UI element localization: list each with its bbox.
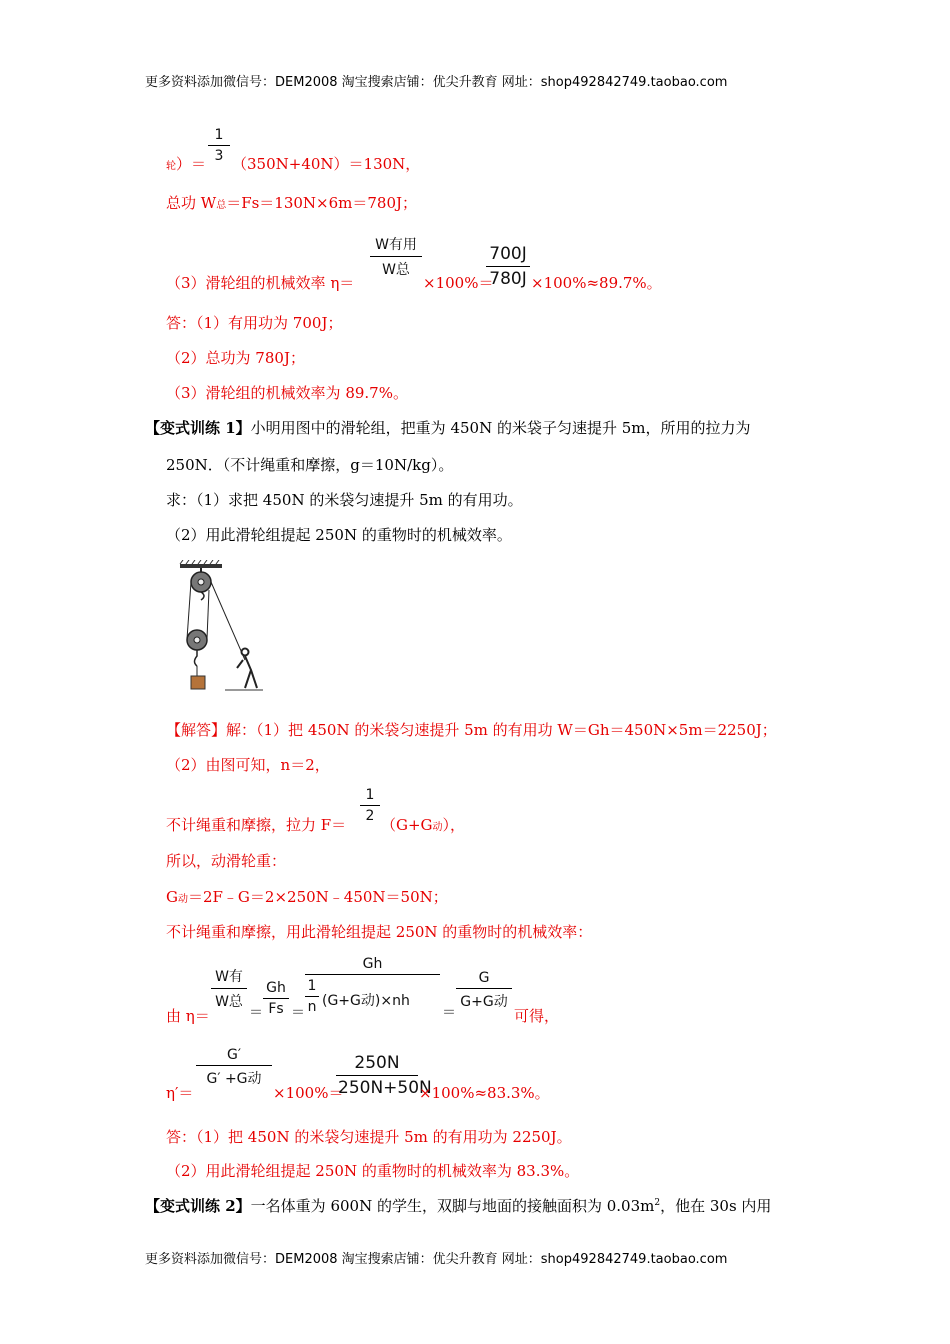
fraction-bar — [305, 974, 440, 975]
fraction-gh-expanded-den: (G+G动)×nh — [322, 993, 410, 1009]
s1-line1-rest: （350N+40N）＝130N， — [232, 155, 421, 173]
v1-solution-line1: 【解答】解：（1）把 450N 的米袋匀速提升 5m 的有用功 W＝Gh＝450N×5m＝2250J； — [166, 721, 777, 739]
fraction-useful-total: W有 W总 — [211, 966, 247, 1011]
fraction-250-300: $\frac{250N}{250N+50N}$ — [338, 1053, 432, 1098]
s1-line3: （3）滑轮组的机械效率 η＝ — [166, 274, 355, 292]
s1-answer-3: （3）滑轮组的机械效率为 89.7%。 — [166, 384, 408, 402]
s1-answer-1: 答：（1）有用功为 700J； — [166, 314, 343, 332]
equals-sign: ＝ — [442, 1005, 456, 1021]
page-header: 更多资料添加微信号：DEM2008 淘宝搜索店铺：优尖升教育 网址：shop492842749.taobao.com — [145, 75, 728, 90]
v1-solution-line7-end: 可得， — [514, 1007, 560, 1025]
v1-answer-2: （2）用此滑轮组提起 250N 的重物时的机械效率为 83.3%。 — [166, 1162, 580, 1180]
s1-line3-end: ×100%≈89.7%。 — [531, 274, 662, 292]
s1-fraction-700-780: $\frac{700J}{780J}$ — [486, 244, 530, 289]
v1-question-line4: （2）用此滑轮组提起 250N 的重物时的机械效率。 — [166, 526, 512, 544]
v2-question-line1: 【变式训练 2】一名体重为 600N 的学生，双脚与地面的接触面积为 $0.03m^2$，他在 30s 内用 — [145, 1197, 772, 1215]
s1-fraction-1-3: $\frac{1}{3}$ — [208, 127, 230, 164]
v1-solution-line8: η′＝ — [166, 1084, 194, 1102]
s1-line3-mid: ×100%＝ — [423, 274, 494, 292]
fraction-g-over-g-plus-gd: G G+G动 — [456, 970, 512, 1011]
equals-sign: ＝ — [249, 1005, 263, 1021]
v1-solution-line3: 不计绳重和摩擦，拉力 F＝ — [166, 816, 347, 834]
s1-fraction-useful-total: W有用 W总 — [370, 234, 422, 279]
v1-solution-line8-mid: ×100%＝ — [273, 1084, 344, 1102]
s1-line1: 轮）＝ — [166, 155, 207, 173]
v1-solution-line6: 不计绳重和摩擦，用此滑轮组提起 250N 的重物时的机械效率： — [166, 923, 593, 941]
fraction-gh-fs: $\frac{Gh}{Fs}$ — [263, 980, 289, 1017]
v1-solution-line2: （2）由图可知，n＝2， — [166, 756, 330, 774]
v1-question-line1: 【变式训练 1】小明用图中的滑轮组，把重为 450N 的米袋子匀速提升 5m，所用的拉力为 — [145, 419, 751, 437]
fraction-gh-expanded-num: Gh — [362, 956, 383, 972]
fraction-gprime: G′ G′ +G动 — [196, 1047, 272, 1088]
s1-answer-2: （2）总功为 780J； — [166, 349, 305, 367]
v1-question-line3: 求：（1）求把 450N 的米袋匀速提升 5m 的有用功。 — [166, 491, 523, 509]
fraction-1-n: $\frac{1}{n}$ — [305, 978, 319, 1015]
equals-sign: ＝ — [291, 1005, 305, 1021]
v1-solution-line8-end: ×100%≈83.3%。 — [419, 1084, 550, 1102]
v1-fraction-1-2: $\frac{1}{2}$ — [360, 787, 380, 824]
v1-solution-line5: G动＝2F﹣G＝2×250N﹣450N＝50N； — [166, 888, 448, 906]
s1-line2: 总功 W总＝Fs＝130N×6m＝780J； — [166, 194, 418, 212]
pulley-figure — [175, 560, 265, 695]
v1-solution-line3-rest: （G+G动）， — [381, 816, 466, 834]
v1-question-line2: 250N．（不计绳重和摩擦，g＝10N/kg）。 — [166, 456, 454, 474]
v1-answer-1: 答：（1）把 450N 的米袋匀速提升 5m 的有用功为 2250J。 — [166, 1128, 572, 1146]
page-footer: 更多资料添加微信号：DEM2008 淘宝搜索店铺：优尖升教育 网址：shop492842749.taobao.com — [145, 1252, 728, 1267]
v1-solution-line4: 所以，动滑轮重： — [166, 852, 287, 870]
v1-solution-line7: 由 η＝ — [166, 1007, 210, 1025]
